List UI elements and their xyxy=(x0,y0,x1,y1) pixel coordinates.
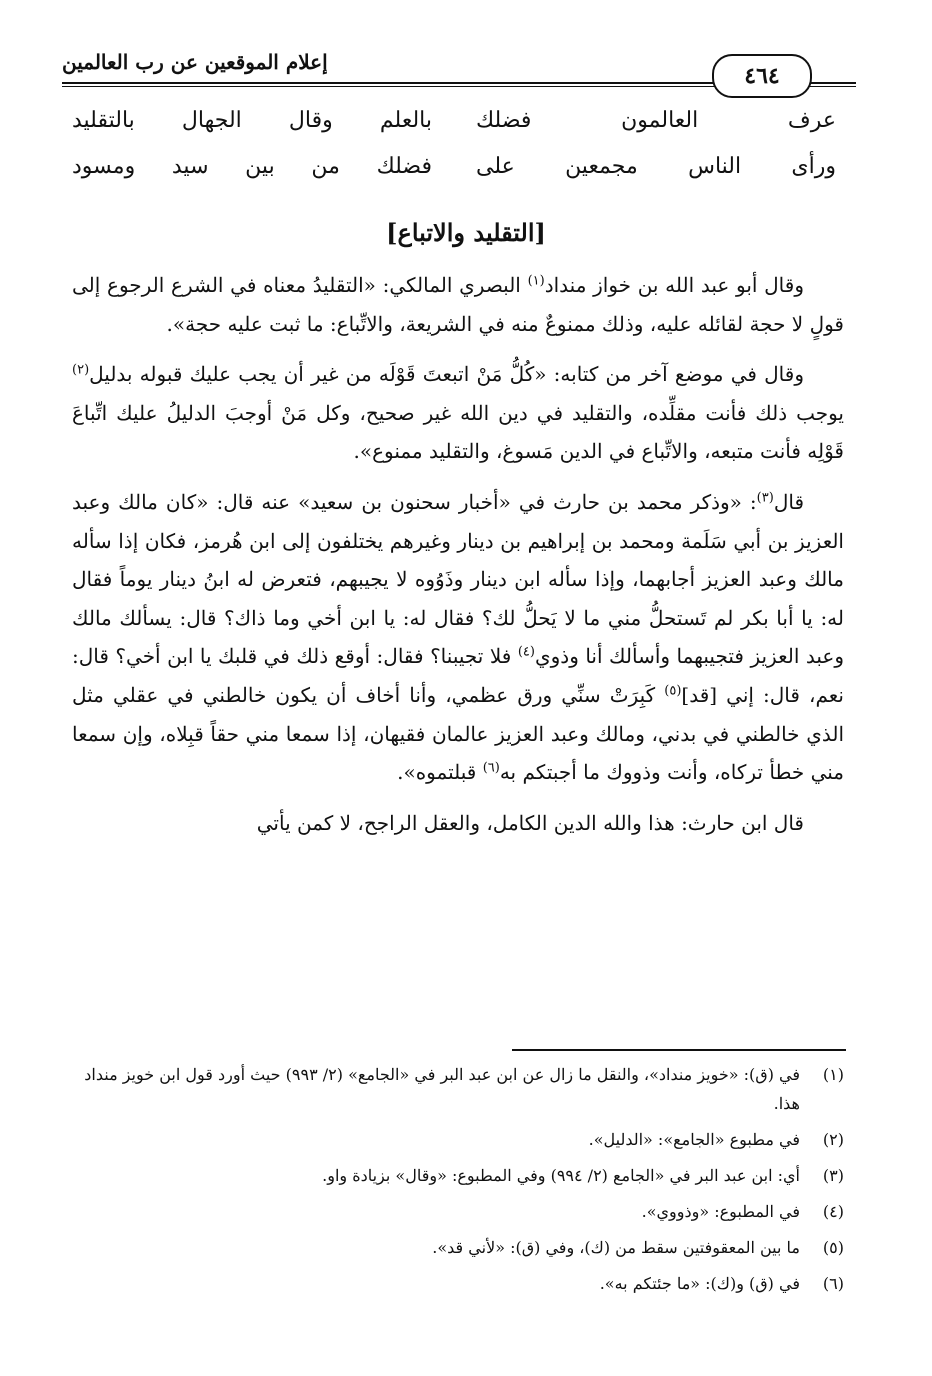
footnote xyxy=(72,1125,844,1154)
paragraph-text: وقال أبو عبد الله بن خواز منداد xyxy=(544,273,804,297)
footnote-text: في مطبوع «الجامع»: «الدليل». xyxy=(588,1130,800,1149)
footnote-marker: (٣) xyxy=(756,490,774,506)
footnote-separator xyxy=(512,1049,846,1051)
footnote-marker: (٢) xyxy=(72,362,90,378)
running-title: إعلام الموقعين عن رب العالمين xyxy=(62,50,328,74)
footnote-text: ما بين المعقوفتين سقط من (ك)، وفي (ق): «لأني قد». xyxy=(432,1238,800,1257)
poem-verse xyxy=(72,150,836,196)
footnote-number: (١) xyxy=(822,1065,844,1084)
poem-hemistich-right: عرف العالمون فضلك xyxy=(476,108,836,133)
footnote-marker: (٦) xyxy=(482,760,500,776)
footnote-number: (٦) xyxy=(822,1274,844,1293)
paragraph-text: كَبِرَتْ سنِّي ورق عظمي، وأنا أخاف أن يكون خالطني في عقلي مثل الذي خالطني في بدني، ومالك وعبد العزيز عالمان فقيهان، إذا سمعا مني حقاً قبِلاه، وإن سمعا مني خطأ تركاه، وأنت وذووك ما أجبتكم به xyxy=(72,682,844,785)
poem-hemistich-right: ورأى الناس مجمعين على xyxy=(476,154,836,179)
footnote-number: (٥) xyxy=(822,1238,844,1257)
page-number: ٤٦٤ xyxy=(712,54,812,98)
poem-hemistich-left: فضلك من بين سيد ومسود xyxy=(72,154,432,179)
paragraph-text: قال ابن حارث: هذا والله الدين الكامل، والعقل الراجح، لا كمن يأتي xyxy=(256,810,804,835)
paragraph-text: : «وذكر محمد بن حارث في «أخبار سحنون بن سعيد» عنه قال: «كان مالك وعبد العزيز بن أبي سَلَمة ومحمد بن إبراهيم بن دينار وغيرهم يختلفون إلى ابن هُرمز، فكان إذا سأله مالك وعبد العزيز أجابهما، وإذا سأله ابن دينار وذَوُوه لا يجيبهم، فتعرض له ابنُ دينار يوماً فقال له: يا أبا بكر لم تَستحلُّ مني ما لا يَحلُّ لك؟ فقال له: يا ابن أخي وما ذاك؟ قال: يسألك مالك وعبد العزيز فتجيبهما وأسألك أنا وذوي xyxy=(72,489,844,669)
paragraph-text: وقال في موضع آخر من كتابه: «كُلُّ مَنْ اتبعتَ قَوْلَه من غير أن يجب عليك قبوله بدليل xyxy=(89,362,804,387)
poem-hemistich-left: بالعلم وقال الجهال بالتقليد xyxy=(72,108,432,133)
paragraph xyxy=(72,804,844,843)
footnote-marker: (٥) xyxy=(664,683,682,699)
section-heading: [التقليد والاتباع] xyxy=(386,218,546,247)
footnote xyxy=(72,1161,844,1190)
footnote-number: (٤) xyxy=(822,1202,844,1221)
paragraph-text: قبلتموه». xyxy=(397,760,483,785)
paragraph-text: البصري المالكي: «التقليدُ معناه في الشرع الرجوع إلى قولٍ لا حجة لقائله عليه، وذلك ممنوعٌ منه في الشريعة، والاتِّباع: ما ثبت عليه حجة». xyxy=(72,273,844,336)
page-header xyxy=(62,38,856,104)
paragraph xyxy=(72,483,844,792)
footnote-number: (٢) xyxy=(822,1130,844,1149)
footnote xyxy=(72,1269,844,1298)
paragraph xyxy=(72,355,844,471)
footnote-number: (٣) xyxy=(822,1166,844,1185)
footnote-marker: (١) xyxy=(527,273,545,289)
footnote-text: في المطبوع: «وذووي». xyxy=(641,1202,800,1221)
footnote xyxy=(72,1197,844,1226)
paragraph-text: قال xyxy=(773,489,804,514)
paragraph xyxy=(72,266,844,343)
paragraph-text: يوجب ذلك فأنت مقلِّده، والتقليد في دين الله غير صحيح، وكل مَنْ أوجبَ الدليلُ عليك اتِّباعَ قَوْلِه فأنت متبعه، والاتِّباع في الدين مَسوغ، والتقليد ممنوع». xyxy=(72,400,844,464)
footnote-marker: (٤) xyxy=(517,644,535,660)
footnote-text: في (ق) و(ك): «ما جئتكم به». xyxy=(599,1274,800,1293)
poem-block xyxy=(72,104,836,196)
footnote xyxy=(72,1233,844,1262)
footnote xyxy=(72,1060,844,1118)
main-text xyxy=(72,266,844,854)
footnotes xyxy=(72,1060,844,1305)
footnote-text: أي: ابن عبد البر في «الجامع (٢/ ٩٩٤) وفي المطبوع: «وقال» بزيادة واو. xyxy=(322,1166,800,1185)
poem-verse xyxy=(72,104,836,150)
footnote-text: في (ق): «خويز منداد»، والنقل ما زال عن ابن عبد البر في «الجامع» (٢/ ٩٩٣) حيث أورد قول ابن خويز منداد هذا. xyxy=(84,1065,800,1113)
paragraph-text: فلا تجيبنا؟ فقال: أوقع ذلك في قلبك يا ابن أخي؟ قال: نعم، قال: إني [قد] xyxy=(72,644,844,707)
